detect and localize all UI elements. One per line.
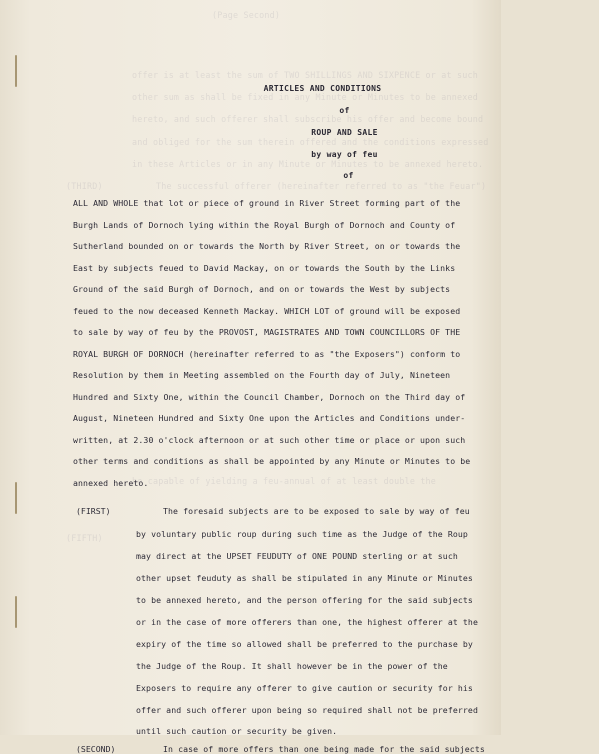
- intro-line: August, Nineteen Hundred and Sixty One upon the Articles and Conditions under-: [73, 413, 466, 423]
- intro-line: written, at 2.30 o'clock afternoon or at such other time or place or upon such: [73, 435, 466, 445]
- clause-first-line: the Judge of the Roup. It shall however be in the power of the: [136, 661, 448, 671]
- clause-second-line: In case of more offers than one being made for the said subjects: [163, 744, 485, 754]
- ghost-line: be capable of yielding a feu-annual of at least double the: [132, 476, 437, 486]
- ghost-line: The successful offerer (hereinafter referred to as "the Feuar"): [156, 181, 487, 191]
- intro-line: East by subjects feued to David Mackay, on or towards the South by the Links: [73, 263, 456, 273]
- clause-first-line: to be annexed hereto, and the person offering for the said subjects: [136, 595, 473, 605]
- clause-marker-second: (SECOND): [76, 744, 116, 754]
- intro-line: annexed hereto.: [73, 478, 149, 488]
- clause-first-line: may direct at the UPSET FEUDUTY of ONE POUND sterling or at such: [136, 551, 458, 561]
- intro-line: Ground of the said Burgh of Dornoch, and on or towards the West by subjects: [73, 284, 451, 294]
- title-of: of: [339, 106, 350, 115]
- clause-first-line: offer and such offerer upon being so required shall not be preferred: [136, 705, 478, 715]
- punch-hole-mark: [15, 55, 17, 87]
- intro-line: Burgh Lands of Dornoch lying within the Royal Burgh of Dornoch and County of: [73, 220, 456, 230]
- title-articles: ARTICLES AND CONDITIONS: [263, 84, 382, 93]
- ghost-line: in these Articles or in any Minute or Minutes to be annexed hereto.: [132, 159, 484, 169]
- clause-first-line: The foresaid subjects are to be exposed to sale by way of feu: [163, 506, 470, 516]
- ghost-line: and obliged for the sum therein offered and the conditions expressed: [132, 137, 489, 147]
- clause-first-line: Exposers to require any offerer to give caution or security for his: [136, 683, 473, 693]
- clause-first-line: or in the case of more offerers than one, the highest offerer at the: [136, 617, 478, 627]
- clause-marker-first: (FIRST): [76, 506, 111, 516]
- intro-line: feued to the now deceased Kenneth Mackay. WHICH LOT of ground will be exposed: [73, 306, 461, 316]
- clause-first-line: other upset feuduty as shall be stipulated in any Minute or Minutes: [136, 573, 473, 583]
- ghost-marker: (THIRD): [66, 181, 103, 191]
- ghost-line: other sum as shall be fixed in any Minute or Minutes to be annexed: [132, 92, 478, 102]
- intro-line: Sutherland bounded on or towards the North by River Street, on or towards the: [73, 241, 461, 251]
- punch-hole-mark: [15, 596, 17, 628]
- punch-hole-mark: [15, 482, 17, 514]
- title-by-way-of-feu: by way of feu: [311, 150, 378, 159]
- clause-first-line: until such caution or security be given.: [136, 726, 338, 736]
- ghost-line: offer is at least the sum of TWO SHILLINGS AND SIXPENCE or at such: [132, 70, 478, 80]
- clause-first-line: expiry of the time so allowed shall be preferred to the purchase by: [136, 639, 473, 649]
- title-of-2: of: [343, 171, 354, 180]
- intro-line: other terms and conditions as shall be appointed by any Minute or Minutes to be: [73, 456, 471, 466]
- intro-line: ALL AND WHOLE that lot or piece of ground in River Street forming part of the: [73, 198, 461, 208]
- intro-line: to sale by way of feu by the PROVOST, MAGISTRATES AND TOWN COUNCILLORS OF THE: [73, 327, 461, 337]
- ghost-marker: (FIFTH): [66, 533, 103, 543]
- clause-first-line: by voluntary public roup during such time as the Judge of the Roup: [136, 529, 468, 539]
- title-roup-and-sale: ROUP AND SALE: [311, 128, 378, 137]
- intro-line: Hundred and Sixty One, within the Council Chamber, Dornoch on the Third day of: [73, 392, 466, 402]
- ghost-line: hereto, and such offerer shall subscribe his offer and become bound: [132, 114, 484, 124]
- intro-line: Resolution by them in Meeting assembled on the Fourth day of July, Nineteen: [73, 370, 451, 380]
- ghost-page-header: (Page Second): [212, 10, 281, 20]
- intro-line: ROYAL BURGH OF DORNOCH (hereinafter referred to as "the Exposers") conform to: [73, 349, 461, 359]
